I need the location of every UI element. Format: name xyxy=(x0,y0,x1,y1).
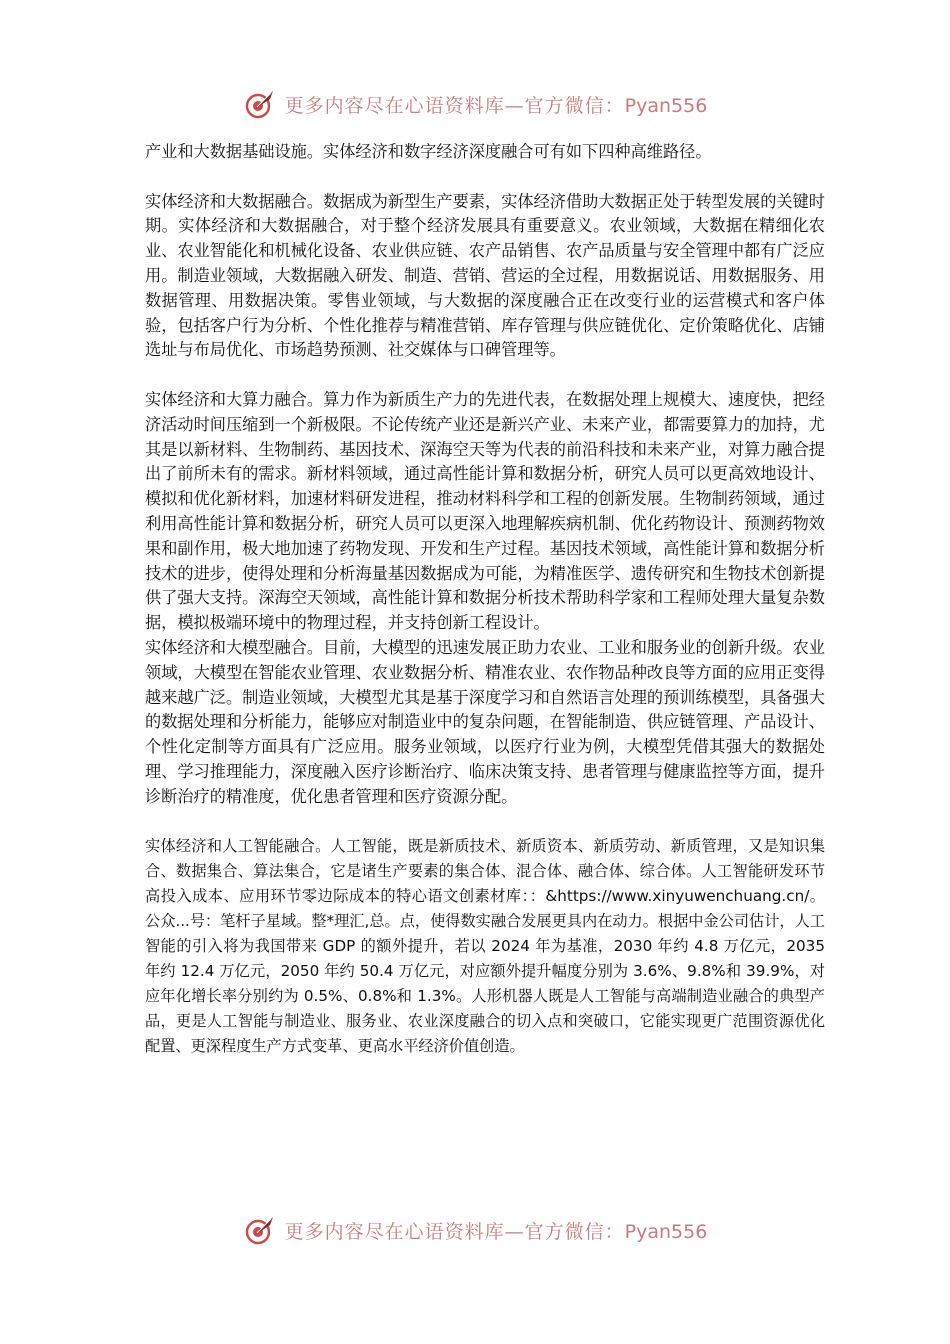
paragraph-computing-power: 实体经济和大算力融合。算力作为新质生产力的先进代表，在数据处理上规模大、速度快，把经济活动时间压缩到一个新极限。不论传统产业还是新兴产业、未来产业，都需要算力的加持，尤其是以新材料、生物制药、基因技术、深海空天等为代表的前沿科技和未来产业，对算力融合提出了前所未有的需求。新材料领域，通过高性能计算和数据分析，研究人员可以更高效地设计、模拟和优化新材料，加速材料研发进程，推动材料科学和工程的创新发展。生物制药领域，通过利用高性能计算和数据分析，研究人员可以更深入地理解疾病机制、优化药物设计、预测药物效果和副作用，极大地加速了药物发现、开发和生产过程。基因技术领域，高性能计算和数据分析技术的进步，使得处理和分析海量基因数据成为可能，为精准医学、遗传研究和生物技术创新提供了强大支持。深海空天领域，高性能计算和数据分析技术帮助科学家和工程师处理大量复杂数据，模拟极端环境中的物理过程，并支持创新工程设计。 xyxy=(145,389,825,633)
paragraph-large-model: 实体经济和大模型融合。目前，大模型的迅速发展正助力农业、工业和服务业的创新升级。农业领域，大模型在智能农业管理、农业数据分析、精准农业、农作物品种改良等方面的应用正变得越来越广泛。制造业领域，大模型尤其是基于深度学习和自然语言处理的预训练模型，具备强大的数据处理和分析能力，能够应对制造业中的复杂问题，在智能制造、供应链管理、产品设计、个性化定制等方面具有广泛应用。服务业领域，以医疗行业为例，大模型凭借其强大的数据处理、学习推理能力，深度融入医疗诊断治疗、临床决策支持、患者管理与健康监控等方面，提升诊断治疗的精准度，优化患者管理和医疗资源分配。 xyxy=(145,637,825,806)
quill-logo-icon xyxy=(243,1213,277,1247)
paragraph-intro: 产业和大数据基础设施。实体经济和数字经济深度融合可有如下四种高维路径。 xyxy=(145,142,712,161)
watermark-footer xyxy=(0,1210,950,1250)
quill-logo-icon xyxy=(243,87,277,121)
watermark-text: 更多内容尽在心语资料库—官方微信：Pyan556 xyxy=(284,1220,708,1243)
paragraph-big-data: 实体经济和大数据融合。数据成为新型生产要素，实体经济借助大数据正处于转型发展的关键时期。实体经济和大数据融合，对于整个经济发展具有重要意义。农业领域，大数据在精细化农业、农业智能化和机械化设备、农业供应链、农产品销售、农产品质量与安全管理中都有广泛应用。制造业领域，大数据融入研发、制造、营销、营运的全过程，用数据说话、用数据服务、用数据管理、用数据决策。零售业领域，与大数据的深度融合正在改变行业的运营模式和客户体验，包括客户行为分析、个性化推荐与精准营销、库存管理与供应链优化、定价策略优化、店铺选址与布局优化、市场趋势预测、社交媒体与口碑管理等。 xyxy=(145,191,825,360)
document-body xyxy=(145,140,825,1059)
watermark-header xyxy=(0,84,950,124)
paragraph-artificial-intelligence: 实体经济和人工智能融合。人工智能，既是新质技术、新质资本、新质劳动、新质管理，又是知识集合、数据集合、算法集合，它是诸生产要素的集合体、混合体、融合体、综合体。人工智能研发环节高投入成本、应用环节零边际成本的特心语文创素材库：：&https://www.xinyuwenchuang.cn/。公众...号：笔杆子星域。整*理汇,总。点，使得数实融合发展更具内在动力。根据中金公司估计，人工智能的引入将为我国带来 GDP 的额外提升，若以 2024 年为基准，2030 年约 4.8 万亿元，2035 年约 12.4 万亿元，2050 年约 50.4 万亿元，对应额外提升幅度分别为 3.6%、9.8%和 39.9%，对应年化增长率分别约为 0.5%、0.8%和 1.3%。人形机器人既是人工智能与高端制造业融合的典型产品，更是人工智能与制造业、服务业、农业深度融合的切入点和突破口，它能实现更广范围资源优化配置、更深程度生产方式变革、更高水平经济价值创造。 xyxy=(145,837,825,1056)
watermark-text: 更多内容尽在心语资料库—官方微信：Pyan556 xyxy=(284,94,708,117)
